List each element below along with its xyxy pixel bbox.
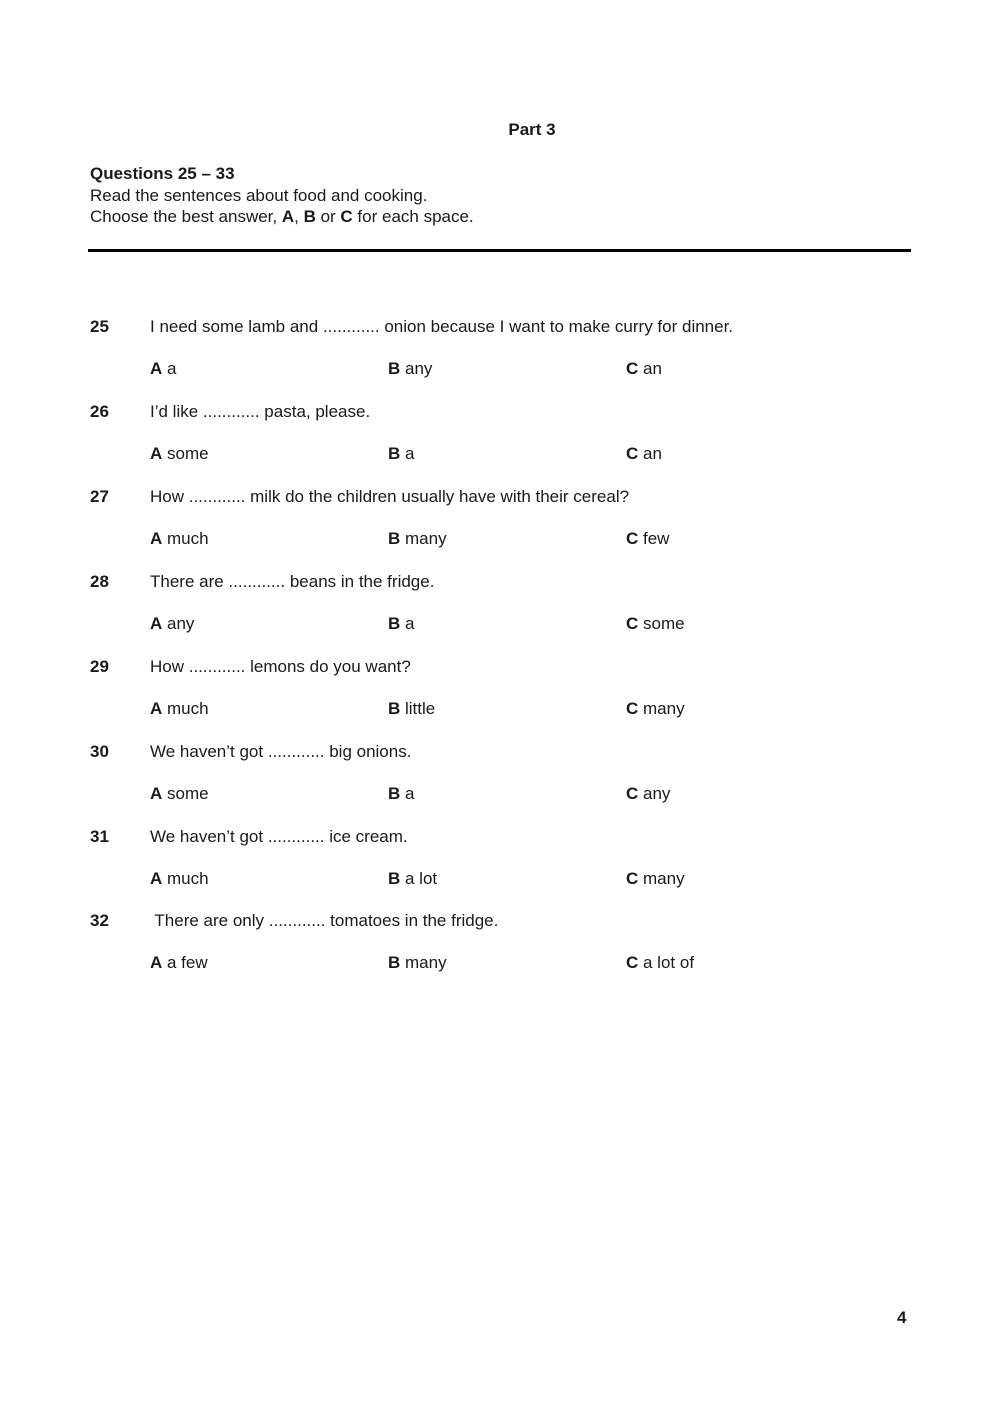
option-text: much	[162, 869, 209, 888]
question-text: I’d like ............ pasta, please.	[150, 402, 371, 421]
option-text: some	[162, 784, 209, 803]
question-number: 32	[90, 911, 109, 930]
option-c[interactable]	[626, 614, 685, 634]
option-letter: C	[626, 359, 639, 378]
question-number: 27	[90, 487, 109, 506]
option-c[interactable]	[626, 529, 669, 549]
option-text: many	[400, 953, 447, 972]
question-number: 25	[90, 317, 109, 336]
option-letter: C	[626, 953, 639, 972]
instruction-text: or	[315, 207, 341, 226]
option-text: little	[400, 699, 436, 718]
option-b[interactable]	[388, 784, 414, 804]
part-title: Part 3	[508, 120, 556, 139]
question-text: How ............ milk do the children usually have with their cereal?	[150, 487, 630, 506]
option-text: a	[400, 784, 415, 803]
option-b[interactable]	[388, 614, 414, 634]
option-text: much	[162, 699, 209, 718]
option-b[interactable]	[388, 953, 447, 973]
question-number: 31	[90, 827, 109, 846]
option-letter: A	[150, 869, 163, 888]
option-a[interactable]	[150, 784, 209, 804]
question-number: 28	[90, 572, 109, 591]
option-letter: A	[150, 444, 163, 463]
instruction-line-2	[90, 206, 474, 228]
instructions-header	[90, 163, 474, 228]
option-b[interactable]	[388, 699, 435, 719]
option-text: a	[400, 444, 415, 463]
option-letter: B	[388, 784, 401, 803]
option-b[interactable]	[388, 444, 414, 464]
option-text: a lot of	[638, 953, 695, 972]
option-letter: A	[150, 529, 163, 548]
option-text: some	[638, 614, 685, 633]
option-letter: B	[388, 359, 401, 378]
option-b[interactable]	[388, 359, 432, 379]
option-letter: B	[388, 444, 401, 463]
option-b[interactable]	[388, 529, 447, 549]
option-letter: C	[626, 869, 639, 888]
option-letter: A	[150, 359, 163, 378]
option-a[interactable]	[150, 699, 209, 719]
page-number: 4	[897, 1308, 907, 1327]
question-text: We haven’t got ............ big onions.	[150, 742, 412, 761]
instruction-letter-b: B	[303, 207, 316, 226]
option-text: many	[638, 869, 685, 888]
question-text: We haven’t got ............ ice cream.	[150, 827, 408, 846]
option-text: an	[638, 444, 662, 463]
option-letter: C	[626, 614, 639, 633]
option-letter: A	[150, 784, 163, 803]
instruction-text: for each space.	[352, 207, 474, 226]
option-a[interactable]	[150, 444, 209, 464]
option-letter: B	[388, 869, 401, 888]
option-letter: C	[626, 529, 639, 548]
instruction-letter-c: C	[340, 207, 353, 226]
option-text: an	[638, 359, 662, 378]
option-text: some	[162, 444, 209, 463]
option-c[interactable]	[626, 784, 670, 804]
question-text: I need some lamb and ............ onion because I want to make curry for dinner.	[150, 317, 734, 336]
question-number: 29	[90, 657, 109, 676]
option-letter: B	[388, 699, 401, 718]
instruction-letter-a: A	[281, 207, 295, 226]
questions-range: Questions 25 – 33	[90, 164, 235, 183]
option-text: much	[162, 529, 209, 548]
option-a[interactable]	[150, 953, 208, 973]
option-text: a lot	[400, 869, 438, 888]
option-text: many	[638, 699, 685, 718]
question-number: 26	[90, 402, 109, 421]
option-text: a	[400, 614, 415, 633]
option-letter: A	[150, 699, 163, 718]
option-text: few	[638, 529, 670, 548]
option-b[interactable]	[388, 869, 437, 889]
option-c[interactable]	[626, 953, 694, 973]
divider-rule	[88, 249, 911, 252]
option-a[interactable]	[150, 614, 194, 634]
option-letter: C	[626, 699, 639, 718]
option-letter: C	[626, 444, 639, 463]
instruction-text: ,	[294, 207, 304, 226]
option-letter: B	[388, 953, 401, 972]
question-text: How ............ lemons do you want?	[150, 657, 411, 676]
option-letter: C	[626, 784, 639, 803]
option-c[interactable]	[626, 699, 685, 719]
option-text: many	[400, 529, 447, 548]
instruction-text: Choose the best answer,	[90, 207, 282, 226]
option-text: any	[638, 784, 671, 803]
question-text: There are only ............ tomatoes in the fridge.	[150, 911, 499, 930]
option-letter: A	[150, 953, 163, 972]
option-letter: B	[388, 529, 401, 548]
option-text: a few	[162, 953, 208, 972]
option-a[interactable]	[150, 359, 176, 379]
option-text: any	[162, 614, 195, 633]
option-a[interactable]	[150, 869, 209, 889]
option-c[interactable]	[626, 444, 662, 464]
question-text: There are ............ beans in the fridge.	[150, 572, 435, 591]
option-text: a	[162, 359, 177, 378]
instruction-line-1: Read the sentences about food and cooking.	[90, 185, 428, 205]
option-text: any	[400, 359, 433, 378]
option-c[interactable]	[626, 869, 685, 889]
option-a[interactable]	[150, 529, 209, 549]
question-number: 30	[90, 742, 109, 761]
option-letter: A	[150, 614, 163, 633]
option-letter: B	[388, 614, 401, 633]
option-c[interactable]	[626, 359, 662, 379]
